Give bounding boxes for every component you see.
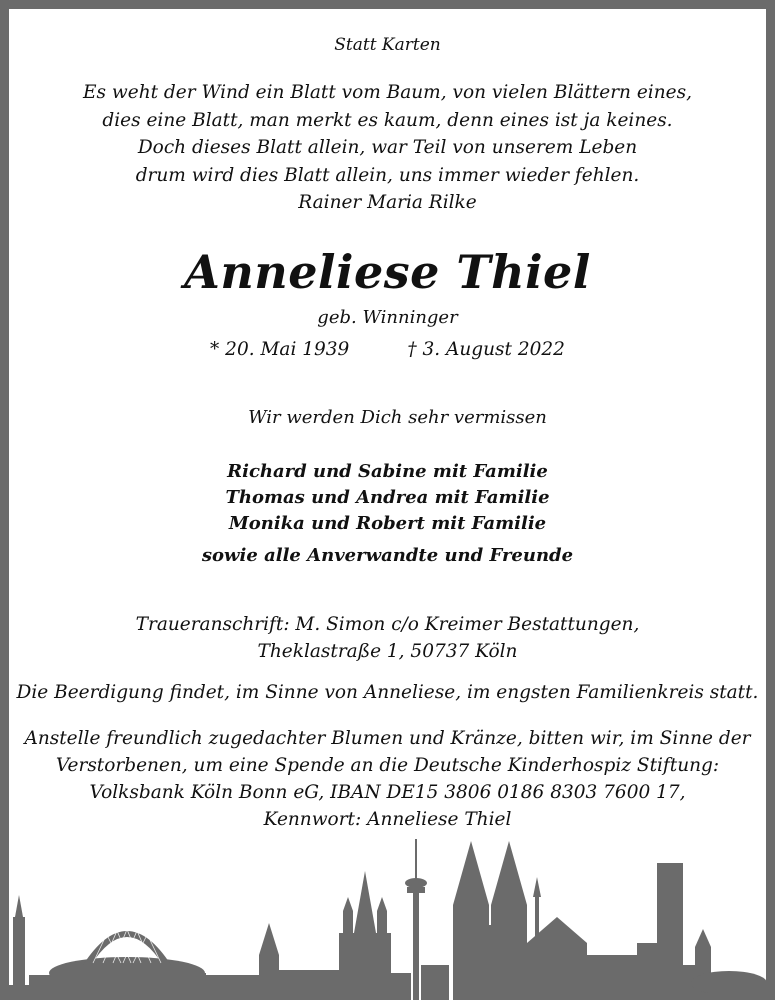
poem-line: drum wird dies Blatt allein, uns immer wieder fehlen. xyxy=(135,164,640,186)
family-member: Monika und Robert mit Familie xyxy=(228,513,547,534)
miss-line: Wir werden Dich sehr vermissen xyxy=(248,407,547,428)
cologne-skyline-icon xyxy=(9,825,766,1000)
poem-line: Doch dieses Blatt allein, war Teil von unserem Leben xyxy=(137,137,638,158)
death-date: † 3. August 2022 xyxy=(407,339,565,360)
poem-author: Rainer Maria Rilke xyxy=(298,192,477,213)
donation-line: Volksbank Köln Bonn eG, IBAN DE15 3806 0186 8303 7600 17, xyxy=(89,782,686,803)
birth-date: * 20. Mai 1939 xyxy=(210,339,350,360)
family-member: Richard und Sabine mit Familie xyxy=(227,461,548,482)
poem-line: dies eine Blatt, man merkt es kaum, denn eines ist ja keines. xyxy=(102,109,673,131)
donation-line: Anstelle freundlich zugedachter Blumen und Kränze, bitten wir, im Sinne der xyxy=(24,728,751,749)
address-line: Theklastraße 1, 50737 Köln xyxy=(257,641,518,662)
poem-line: Es weht der Wind ein Blatt vom Baum, von vielen Blättern eines, xyxy=(83,82,692,103)
donation-line: Kennwort: Anneliese Thiel xyxy=(263,809,512,830)
funeral-info: Die Beerdigung findet, im Sinne von Anneliese, im engsten Familienkreis statt. xyxy=(16,682,759,703)
donation-line: Verstorbenen, um eine Spende an die Deutsche Kinderhospiz Stiftung: xyxy=(55,755,720,776)
maiden-name: geb. Winninger xyxy=(317,307,458,328)
donation-info xyxy=(9,725,766,833)
family-member: Thomas und Andrea mit Familie xyxy=(225,487,550,508)
relatives-line: sowie alle Anverwandte und Freunde xyxy=(201,545,574,566)
deceased-name: Anneliese Thiel xyxy=(184,245,591,299)
life-dates xyxy=(9,339,766,360)
mourning-address xyxy=(9,611,766,665)
header-text: Statt Karten xyxy=(334,35,441,55)
poem xyxy=(9,79,766,217)
address-line: Traueranschrift: M. Simon c/o Kreimer Bestattungen, xyxy=(135,614,640,635)
family-list xyxy=(9,459,766,537)
